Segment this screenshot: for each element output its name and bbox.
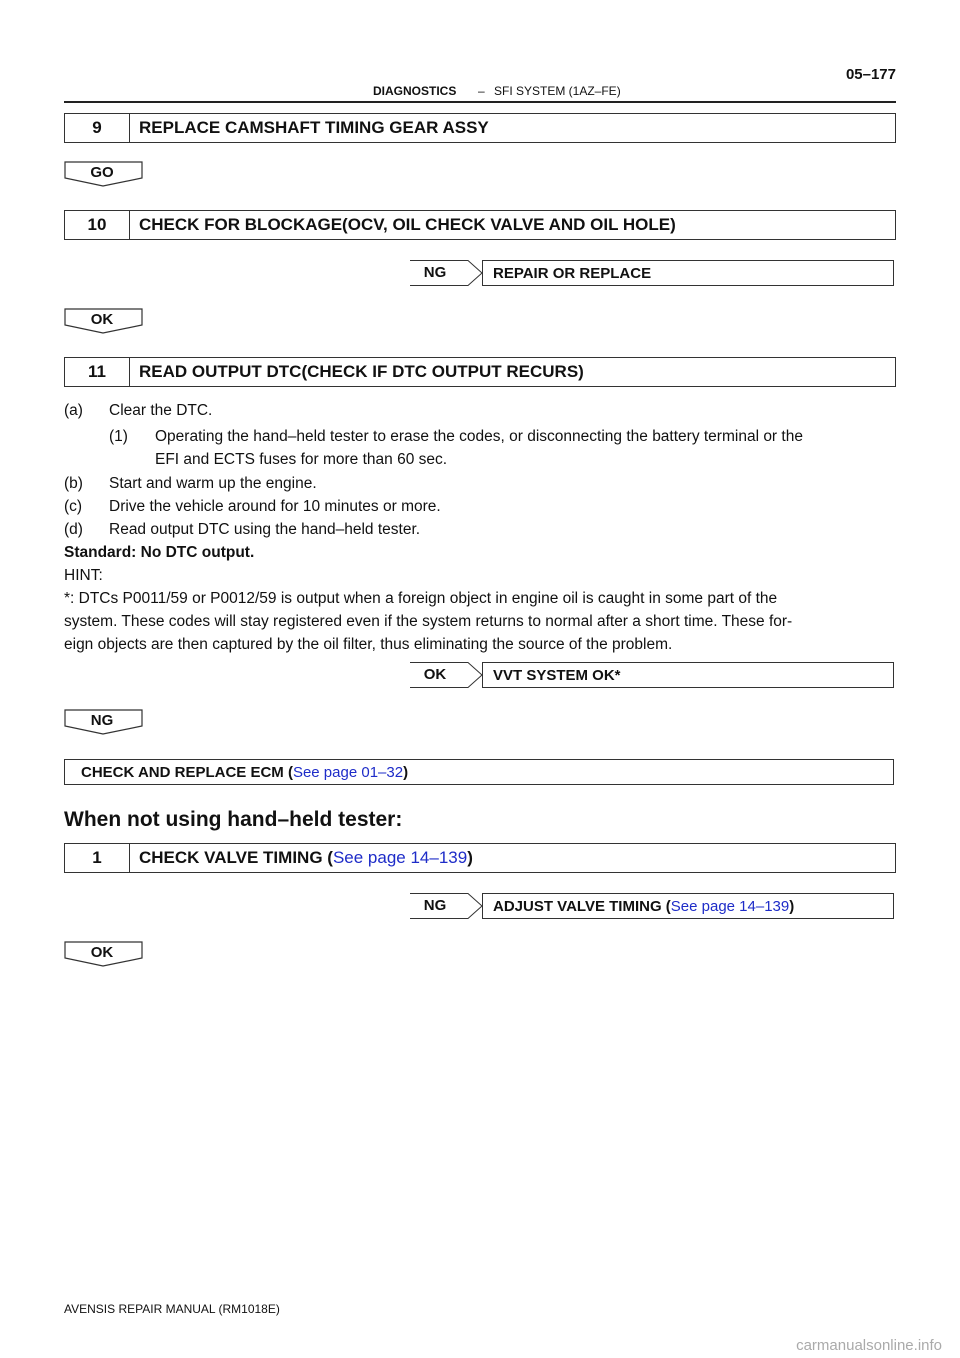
- step-10: [64, 210, 896, 240]
- section-heading: When not using hand–held tester:: [64, 808, 403, 831]
- result-box: REPAIR OR REPLACE: [482, 260, 894, 286]
- step-b-text: Start and warm up the engine.: [109, 475, 317, 492]
- step-number: 10: [65, 211, 130, 239]
- step-d-text: Read output DTC using the hand–held tester.: [109, 521, 421, 538]
- header-subsection: SFI SYSTEM (1AZ–FE): [494, 84, 621, 98]
- result-label: NG: [423, 264, 447, 281]
- standard-text: Standard: No DTC output.: [64, 544, 255, 561]
- header-rule: [64, 101, 896, 103]
- step-title: CHECK FOR BLOCKAGE(OCV, OIL CHECK VALVE AND OIL HOLE): [139, 215, 676, 234]
- ecm-page-link[interactable]: See page 01–32: [292, 764, 404, 781]
- result-ok-vvt: [0, 662, 960, 688]
- ok-tag: [64, 308, 144, 334]
- watermark: carmanualsonline.info: [796, 1337, 942, 1354]
- result-ng-repair: [0, 260, 960, 286]
- adjust-timing-link[interactable]: See page 14–139: [670, 898, 790, 915]
- ecm-replace-box: [64, 759, 894, 785]
- step-a1-key: (1): [109, 428, 128, 445]
- step-b-key: (b): [64, 475, 83, 492]
- hint-line-1: *: DTCs P0011/59 or P0012/59 is output when a foreign object in engine oil is caught in some part of the: [64, 590, 778, 607]
- result-suffix: ): [789, 898, 795, 915]
- header-dash: –: [478, 84, 485, 98]
- go-tag: [64, 161, 144, 187]
- step-a1-line2: EFI and ECTS fuses for more than 60 sec.: [155, 451, 448, 468]
- valve-timing-link[interactable]: See page 14–139: [332, 848, 468, 867]
- step-number: 1: [65, 844, 130, 872]
- result-box: VVT SYSTEM OK*: [482, 662, 894, 688]
- step-number: 9: [65, 114, 130, 142]
- footer-text: AVENSIS REPAIR MANUAL (RM1018E): [64, 1302, 280, 1316]
- step-a1-line1: Operating the hand–held tester to erase the codes, or disconnecting the battery terminal or the: [155, 428, 803, 445]
- step-a-text: Clear the DTC.: [109, 402, 213, 419]
- ecm-suffix: ): [403, 764, 409, 781]
- tag-label: GO: [90, 164, 114, 181]
- step-number: 11: [65, 358, 130, 386]
- tag-label: OK: [90, 311, 114, 328]
- step-d-key: (d): [64, 521, 83, 538]
- page-number: 05–177: [845, 66, 896, 83]
- step-c-text: Drive the vehicle around for 10 minutes or more.: [109, 498, 441, 515]
- step-title-suffix: ): [467, 848, 473, 867]
- tag-label: NG: [90, 712, 114, 729]
- step-a-key: (a): [64, 402, 83, 419]
- ecm-prefix: CHECK AND REPLACE ECM (: [81, 764, 293, 781]
- hint-line-2: system. These codes will stay registered even if the system returns to normal after a short time. These for-: [64, 613, 793, 630]
- header-section: DIAGNOSTICS: [373, 84, 457, 98]
- ng-tag: [64, 709, 144, 735]
- result-label: OK: [423, 666, 447, 683]
- step-title: READ OUTPUT DTC(CHECK IF DTC OUTPUT RECURS): [139, 362, 584, 381]
- result-box: [482, 893, 894, 919]
- result-ng-adjust: [0, 893, 960, 919]
- tag-label: OK: [90, 944, 114, 961]
- step-c-key: (c): [64, 498, 83, 515]
- result-label: NG: [423, 897, 447, 914]
- hint-line-3: eign objects are then captured by the oil filter, thus eliminating the source of the problem.: [64, 636, 673, 653]
- ok-tag-2: [64, 941, 144, 967]
- result-prefix: ADJUST VALVE TIMING (: [493, 898, 671, 915]
- step-title-prefix: CHECK VALVE TIMING (: [139, 848, 333, 867]
- step-11: [64, 357, 896, 387]
- step-9: [64, 113, 896, 143]
- step-1: [64, 843, 896, 873]
- step-title: [139, 844, 473, 872]
- step-title: REPLACE CAMSHAFT TIMING GEAR ASSY: [139, 118, 489, 137]
- hint-label: HINT:: [64, 567, 103, 584]
